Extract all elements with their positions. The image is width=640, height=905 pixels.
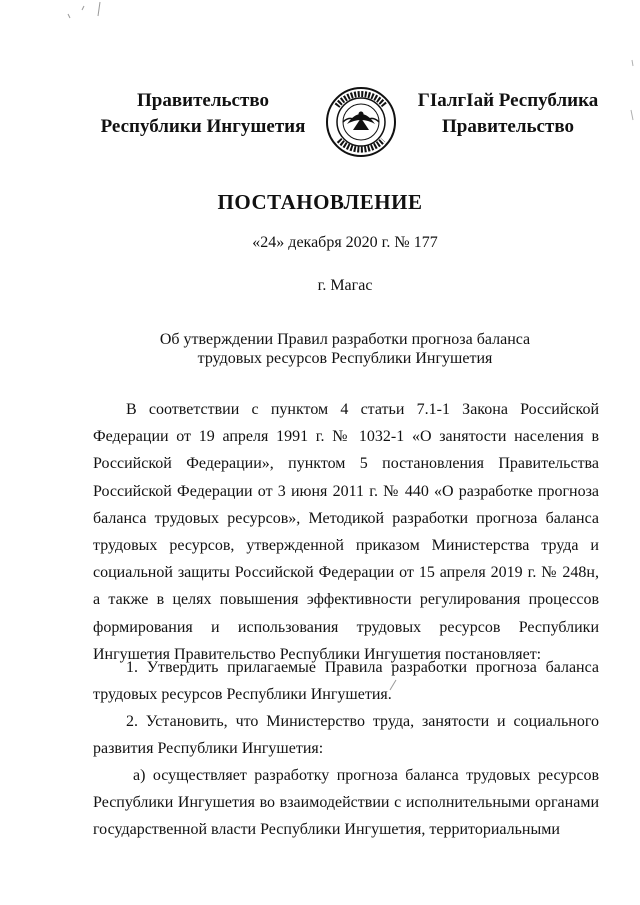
document-place: г. Магас [317,277,373,294]
document-subject-line-2: трудовых ресурсов Республики Ингушетия [197,350,493,367]
republic-of-ingushetia-coat-of-arms-icon [325,86,397,158]
scan-artifact-marks [60,0,120,30]
item-1-paragraph [93,654,599,708]
item-2a-paragraph [93,762,599,844]
header-right-line-2: Правительство [442,116,574,137]
preamble-paragraph [93,396,599,668]
item-2a-text: а) осуществляет разработку прогноза баланса трудовых ресурсов Республики Ингушетия во взаимодействии с исполнительными органами государственной власти Республики Ингушетия, территориальными [93,767,599,839]
item-2-text: 2. Установить, что Министерство труда, занятости и социального развития Республики Ингушетия: [93,713,599,758]
scan-artifact-tick [388,678,400,692]
header-left-line-1: Правительство [137,90,269,111]
header-right-line-1: ГIалгIай Республика [417,90,599,111]
item-1-text: 1. Утвердить прилагаемые Правила разработки прогноза баланса трудовых ресурсов Республики Ингушетия. [93,659,599,704]
header-left [88,88,318,140]
document-subject-line-1: Об утверждении Правил разработки прогноза баланса [159,331,531,348]
header-left-line-2: Республики Ингушетия [100,116,306,137]
item-2-paragraph [93,708,599,762]
document-date-number: «24» декабря 2020 г. № 177 [252,234,438,251]
document-subject [0,330,640,368]
preamble-text: В соответствии с пунктом 4 статьи 7.1-1 Закона Российской Федерации от 19 апреля 1991 г. № 1032-1 «О занятости населения в Российской Федерации», пунктом 5 постановления Правительства Российской Федерации от 3 июня 2011 г. № 440 «О разработке прогноза баланса трудовых ресурсов», Методикой разработки прогноза баланса трудовых ресурсов, утвержденной приказом Министерства труда и социальной защиты Российской Федерации от 15 апреля 2019 г. № 248н, а также в целях повышения эффективности регулирования процессов формирования и использования трудовых ресурсов Республики Ингушетия Правительство Республики Ингушетия постановляет: [93,401,599,663]
scan-artifact-edge [628,40,638,140]
header-right [408,88,608,140]
document-type-title: ПОСТАНОВЛЕНИЕ [217,190,423,214]
